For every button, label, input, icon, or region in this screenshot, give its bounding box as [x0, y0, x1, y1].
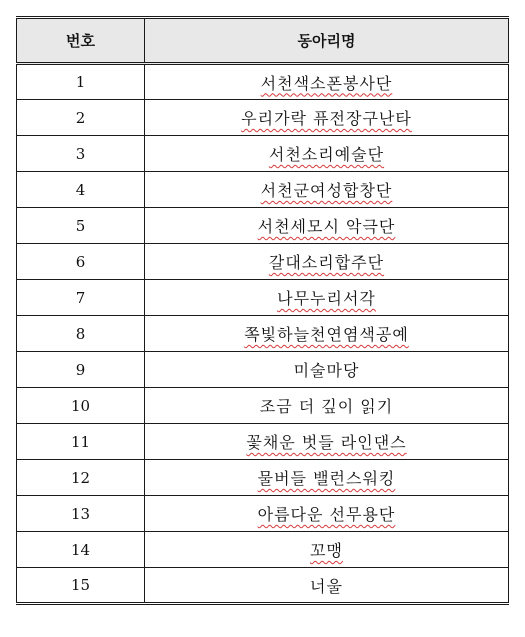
row-number: 10 [17, 388, 145, 424]
table-row [17, 568, 509, 604]
club-name: 서천군여성합창단 [260, 181, 393, 200]
table-row [17, 496, 509, 532]
table-row [17, 136, 509, 172]
row-club-name-cell [145, 532, 509, 568]
club-name: 조금 더 깊이 읽기 [259, 397, 394, 416]
club-name: 서천세모시 악극단 [257, 217, 396, 236]
club-name: 물버들 밸런스워킹 [257, 469, 396, 488]
row-club-name-cell [145, 352, 509, 388]
row-number: 8 [17, 316, 145, 352]
row-club-name-cell [145, 568, 509, 604]
row-club-name-cell [145, 64, 509, 100]
row-club-name-cell [145, 280, 509, 316]
table-row [17, 316, 509, 352]
header-club-name: 동아리명 [145, 18, 509, 64]
row-number: 9 [17, 352, 145, 388]
table-row [17, 532, 509, 568]
row-number: 4 [17, 172, 145, 208]
club-list-table [16, 16, 509, 605]
row-club-name-cell [145, 496, 509, 532]
club-name: 서천색소폰봉사단 [260, 73, 393, 93]
header-number: 번호 [17, 18, 145, 64]
row-number: 7 [17, 280, 145, 316]
row-number: 13 [17, 496, 145, 532]
club-name: 꼬맹 [310, 541, 343, 560]
row-number: 6 [17, 244, 145, 280]
row-number: 15 [17, 568, 145, 604]
table-row [17, 100, 509, 136]
club-name: 서천소리예술단 [268, 145, 385, 164]
row-number: 5 [17, 208, 145, 244]
row-club-name-cell [145, 244, 509, 280]
row-number: 1 [17, 64, 145, 100]
club-name: 우리가락 퓨전장구난타 [241, 109, 412, 128]
table-row [17, 460, 509, 496]
row-club-name-cell [145, 316, 509, 352]
table-row [17, 352, 509, 388]
row-club-name-cell [145, 136, 509, 172]
table-row [17, 280, 509, 316]
row-number: 3 [17, 136, 145, 172]
row-number: 14 [17, 532, 145, 568]
row-number: 11 [17, 424, 145, 460]
club-name: 미술마당 [293, 361, 360, 380]
table-row [17, 388, 509, 424]
club-name: 아름다운 선무용단 [257, 505, 396, 524]
table-row [17, 424, 509, 460]
table-row [17, 172, 509, 208]
club-name: 쪽빛하늘천연염색공예 [244, 325, 409, 344]
row-number: 2 [17, 100, 145, 136]
club-name: 갈대소리합주단 [268, 253, 385, 272]
row-club-name-cell [145, 424, 509, 460]
row-club-name-cell [145, 460, 509, 496]
table-row [17, 208, 509, 244]
table-row [17, 64, 509, 100]
row-club-name-cell [145, 172, 509, 208]
header-row [17, 18, 509, 64]
row-number: 12 [17, 460, 145, 496]
table-row [17, 244, 509, 280]
club-name: 나무누리서각 [277, 289, 376, 308]
row-club-name-cell [145, 208, 509, 244]
row-club-name-cell [145, 100, 509, 136]
club-name: 꽃채운 벗들 라인댄스 [246, 433, 407, 452]
club-name: 너울 [310, 576, 343, 596]
row-club-name-cell [145, 388, 509, 424]
